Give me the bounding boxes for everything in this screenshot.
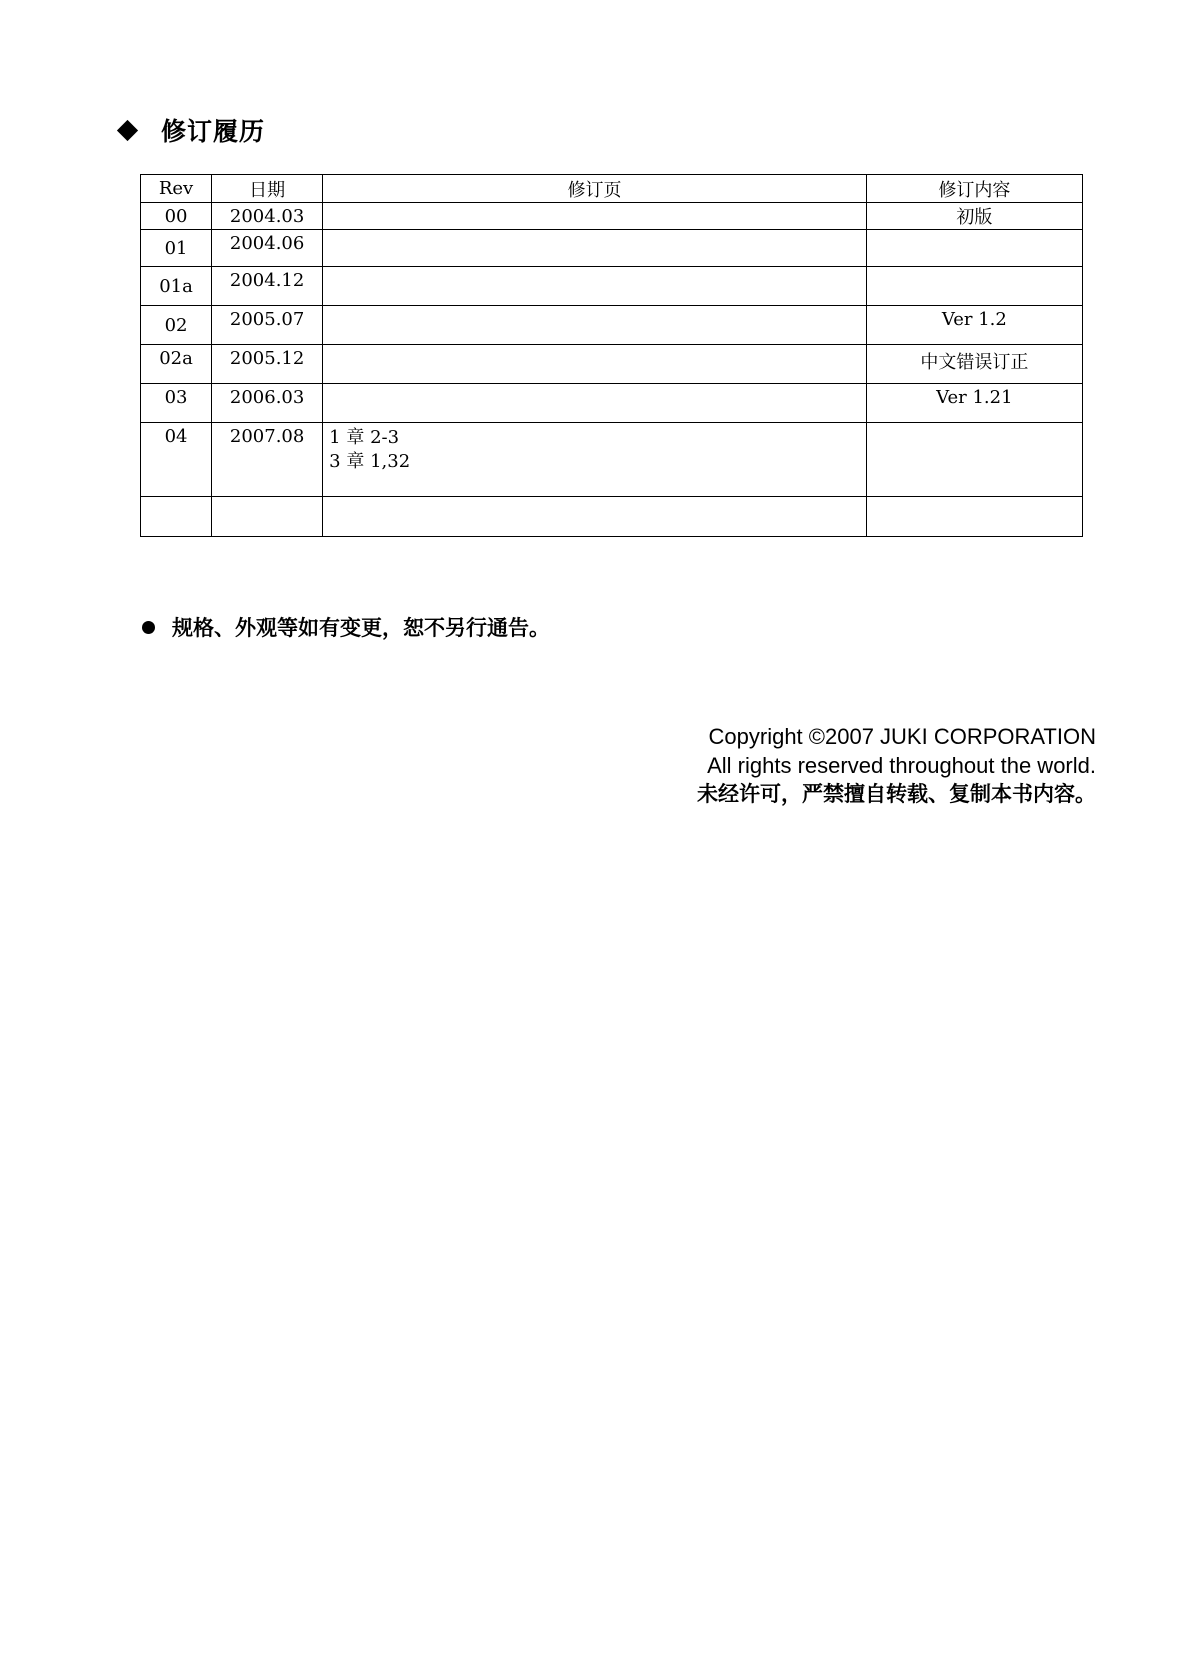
cell-content — [866, 267, 1082, 306]
cell-content: 初版 — [866, 203, 1082, 230]
cell-date: 2004.03 — [212, 203, 323, 230]
table-row — [141, 306, 1083, 345]
cell-date: 2005.12 — [212, 345, 323, 384]
table-row — [141, 345, 1083, 384]
cell-pages — [323, 345, 867, 384]
cell-rev: 00 — [141, 203, 212, 230]
cell-rev: 02a — [141, 345, 212, 384]
page-ref: 3 章 1,32 — [329, 451, 411, 472]
page-ref: 1 章 2-3 — [329, 427, 400, 448]
table-row — [141, 384, 1083, 423]
section-heading — [116, 112, 265, 148]
notice-text: 规格、外观等如有变更，恕不另行通告。 — [172, 616, 550, 640]
cell-content — [866, 497, 1082, 537]
cell-pages — [323, 230, 867, 267]
cell-pages — [323, 267, 867, 306]
rights-line: All rights reserved throughout the world. — [707, 753, 1096, 778]
header-pages: 修订页 — [323, 175, 867, 203]
cell-date: 2007.08 — [212, 423, 323, 497]
cell-date — [212, 497, 323, 537]
reproduction-notice: 未经许可，严禁擅自转载、复制本书内容。 — [697, 782, 1096, 806]
diamond-bullet-icon — [117, 119, 138, 140]
header-rev: Rev — [141, 175, 212, 203]
cell-rev: 01 — [141, 230, 212, 267]
header-content: 修订内容 — [866, 175, 1082, 203]
cell-pages — [323, 423, 867, 497]
cell-date: 2005.07 — [212, 306, 323, 345]
table-row — [141, 230, 1083, 267]
cell-content: 中文错误订正 — [866, 345, 1082, 384]
cell-pages — [323, 497, 867, 537]
notice — [142, 612, 550, 642]
copyright-line: Copyright ©2007 JUKI CORPORATION — [708, 724, 1096, 749]
cell-date: 2006.03 — [212, 384, 323, 423]
cell-date: 2004.12 — [212, 267, 323, 306]
table-row — [141, 497, 1083, 537]
cell-content — [866, 423, 1082, 497]
cell-rev: 03 — [141, 384, 212, 423]
cell-content: Ver 1.2 — [866, 306, 1082, 345]
cell-pages — [323, 203, 867, 230]
revision-history-table — [140, 174, 1083, 537]
section-title: 修订履历 — [161, 117, 266, 146]
bullet-icon — [142, 621, 155, 634]
cell-pages — [323, 306, 867, 345]
table-row — [141, 203, 1083, 230]
cell-rev — [141, 497, 212, 537]
cell-date: 2004.06 — [212, 230, 323, 267]
table-row — [141, 267, 1083, 306]
cell-rev: 02 — [141, 306, 212, 345]
cell-pages — [323, 384, 867, 423]
cell-content: Ver 1.21 — [866, 384, 1082, 423]
cell-rev: 01a — [141, 267, 212, 306]
table-row — [141, 423, 1083, 497]
copyright-block — [697, 722, 1096, 809]
cell-rev: 04 — [141, 423, 212, 497]
table-header-row — [141, 175, 1083, 203]
cell-content — [866, 230, 1082, 267]
header-date: 日期 — [212, 175, 323, 203]
